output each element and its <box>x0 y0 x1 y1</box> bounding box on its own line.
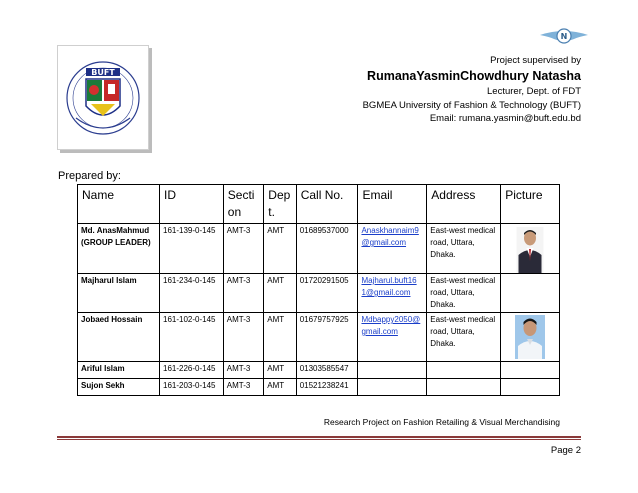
emblem-text: N <box>560 32 568 41</box>
member-id: 161-139-0-145 <box>160 224 224 274</box>
member-section: AMT-3 <box>223 313 264 362</box>
column-header: Name <box>78 185 160 224</box>
member-picture-cell <box>501 274 560 313</box>
member-id: 161-226-0-145 <box>160 362 224 379</box>
member-email-link[interactable]: Mdbappy2050@ gmail.com <box>361 315 421 336</box>
column-header: ID <box>160 185 224 224</box>
table-row <box>78 313 560 362</box>
table-row <box>78 379 560 396</box>
column-header: Picture <box>501 185 560 224</box>
footer-divider-thin <box>57 439 581 440</box>
footer-divider <box>57 436 581 438</box>
member-call: 01679757925 <box>296 313 358 362</box>
member-address: East-west medical road, Uttara, Dhaka. <box>427 274 501 313</box>
member-name: Sujon Sekh <box>78 379 160 396</box>
member-call: 01521238241 <box>296 379 358 396</box>
member-address <box>427 379 501 396</box>
member-dept: AMT <box>264 274 296 313</box>
supervisor-name: RumanaYasminChowdhury Natasha <box>367 69 581 83</box>
member-photo <box>517 227 544 274</box>
buft-logo <box>57 45 149 150</box>
member-email-cell <box>358 362 427 379</box>
member-dept: AMT <box>264 379 296 396</box>
emblem-icon <box>538 25 590 53</box>
logo-text: BUFT <box>91 68 115 77</box>
member-name: Jobaed Hossain <box>78 313 160 362</box>
member-id: 161-234-0-145 <box>160 274 224 313</box>
member-email-cell <box>358 379 427 396</box>
member-name: Ariful Islam <box>78 362 160 379</box>
member-picture-cell <box>501 313 560 362</box>
member-picture-cell <box>501 362 560 379</box>
member-address <box>427 362 501 379</box>
member-address: East-west medical road, Uttara, Dhaka. <box>427 224 501 274</box>
member-email-cell <box>358 313 427 362</box>
university-name: BGMEA University of Fashion & Technology (BUFT) <box>362 100 581 111</box>
table-header-row <box>78 185 560 224</box>
member-address: East-west medical road, Uttara, Dhaka. <box>427 313 501 362</box>
member-name: Majharul Islam <box>78 274 160 313</box>
page-number: Page 2 <box>550 445 581 456</box>
prepared-by-label: Prepared by: <box>58 170 121 182</box>
supervised-label: Project supervised by <box>490 55 581 66</box>
member-name: Md. AnasMahmud (GROUP LEADER) <box>78 224 160 274</box>
table-row <box>78 224 560 274</box>
member-dept: AMT <box>264 224 296 274</box>
table-row <box>78 274 560 313</box>
table-row <box>78 362 560 379</box>
member-section: AMT-3 <box>223 379 264 396</box>
member-call: 01303585547 <box>296 362 358 379</box>
column-header: Email <box>358 185 427 224</box>
member-picture-cell <box>501 379 560 396</box>
member-id: 161-102-0-145 <box>160 313 224 362</box>
member-picture-cell <box>501 224 560 274</box>
column-header: Secti on <box>223 185 264 224</box>
column-header: Address <box>427 185 501 224</box>
member-id: 161-203-0-145 <box>160 379 224 396</box>
member-dept: AMT <box>264 362 296 379</box>
column-header: Dep t. <box>264 185 296 224</box>
member-section: AMT-3 <box>223 362 264 379</box>
supervisor-email: Email: rumana.yasmin@buft.edu.bd <box>429 113 581 124</box>
member-email-cell <box>358 274 427 313</box>
member-call: 01720291505 <box>296 274 358 313</box>
member-call: 01689537000 <box>296 224 358 274</box>
member-email-cell <box>358 224 427 274</box>
member-email-link[interactable]: Anaskhannaim9 @gmail.com <box>361 226 419 247</box>
column-header: Call No. <box>296 185 358 224</box>
member-email-link[interactable]: Majharul.buft16 1@gmail.com <box>361 276 417 297</box>
member-section: AMT-3 <box>223 224 264 274</box>
supervisor-title: Lecturer, Dept. of FDT <box>487 86 581 97</box>
members-table <box>77 184 560 396</box>
member-section: AMT-3 <box>223 274 264 313</box>
member-dept: AMT <box>264 313 296 362</box>
member-photo <box>515 315 545 359</box>
footer-note: Research Project on Fashion Retailing & Visual Merchandising <box>323 417 560 427</box>
